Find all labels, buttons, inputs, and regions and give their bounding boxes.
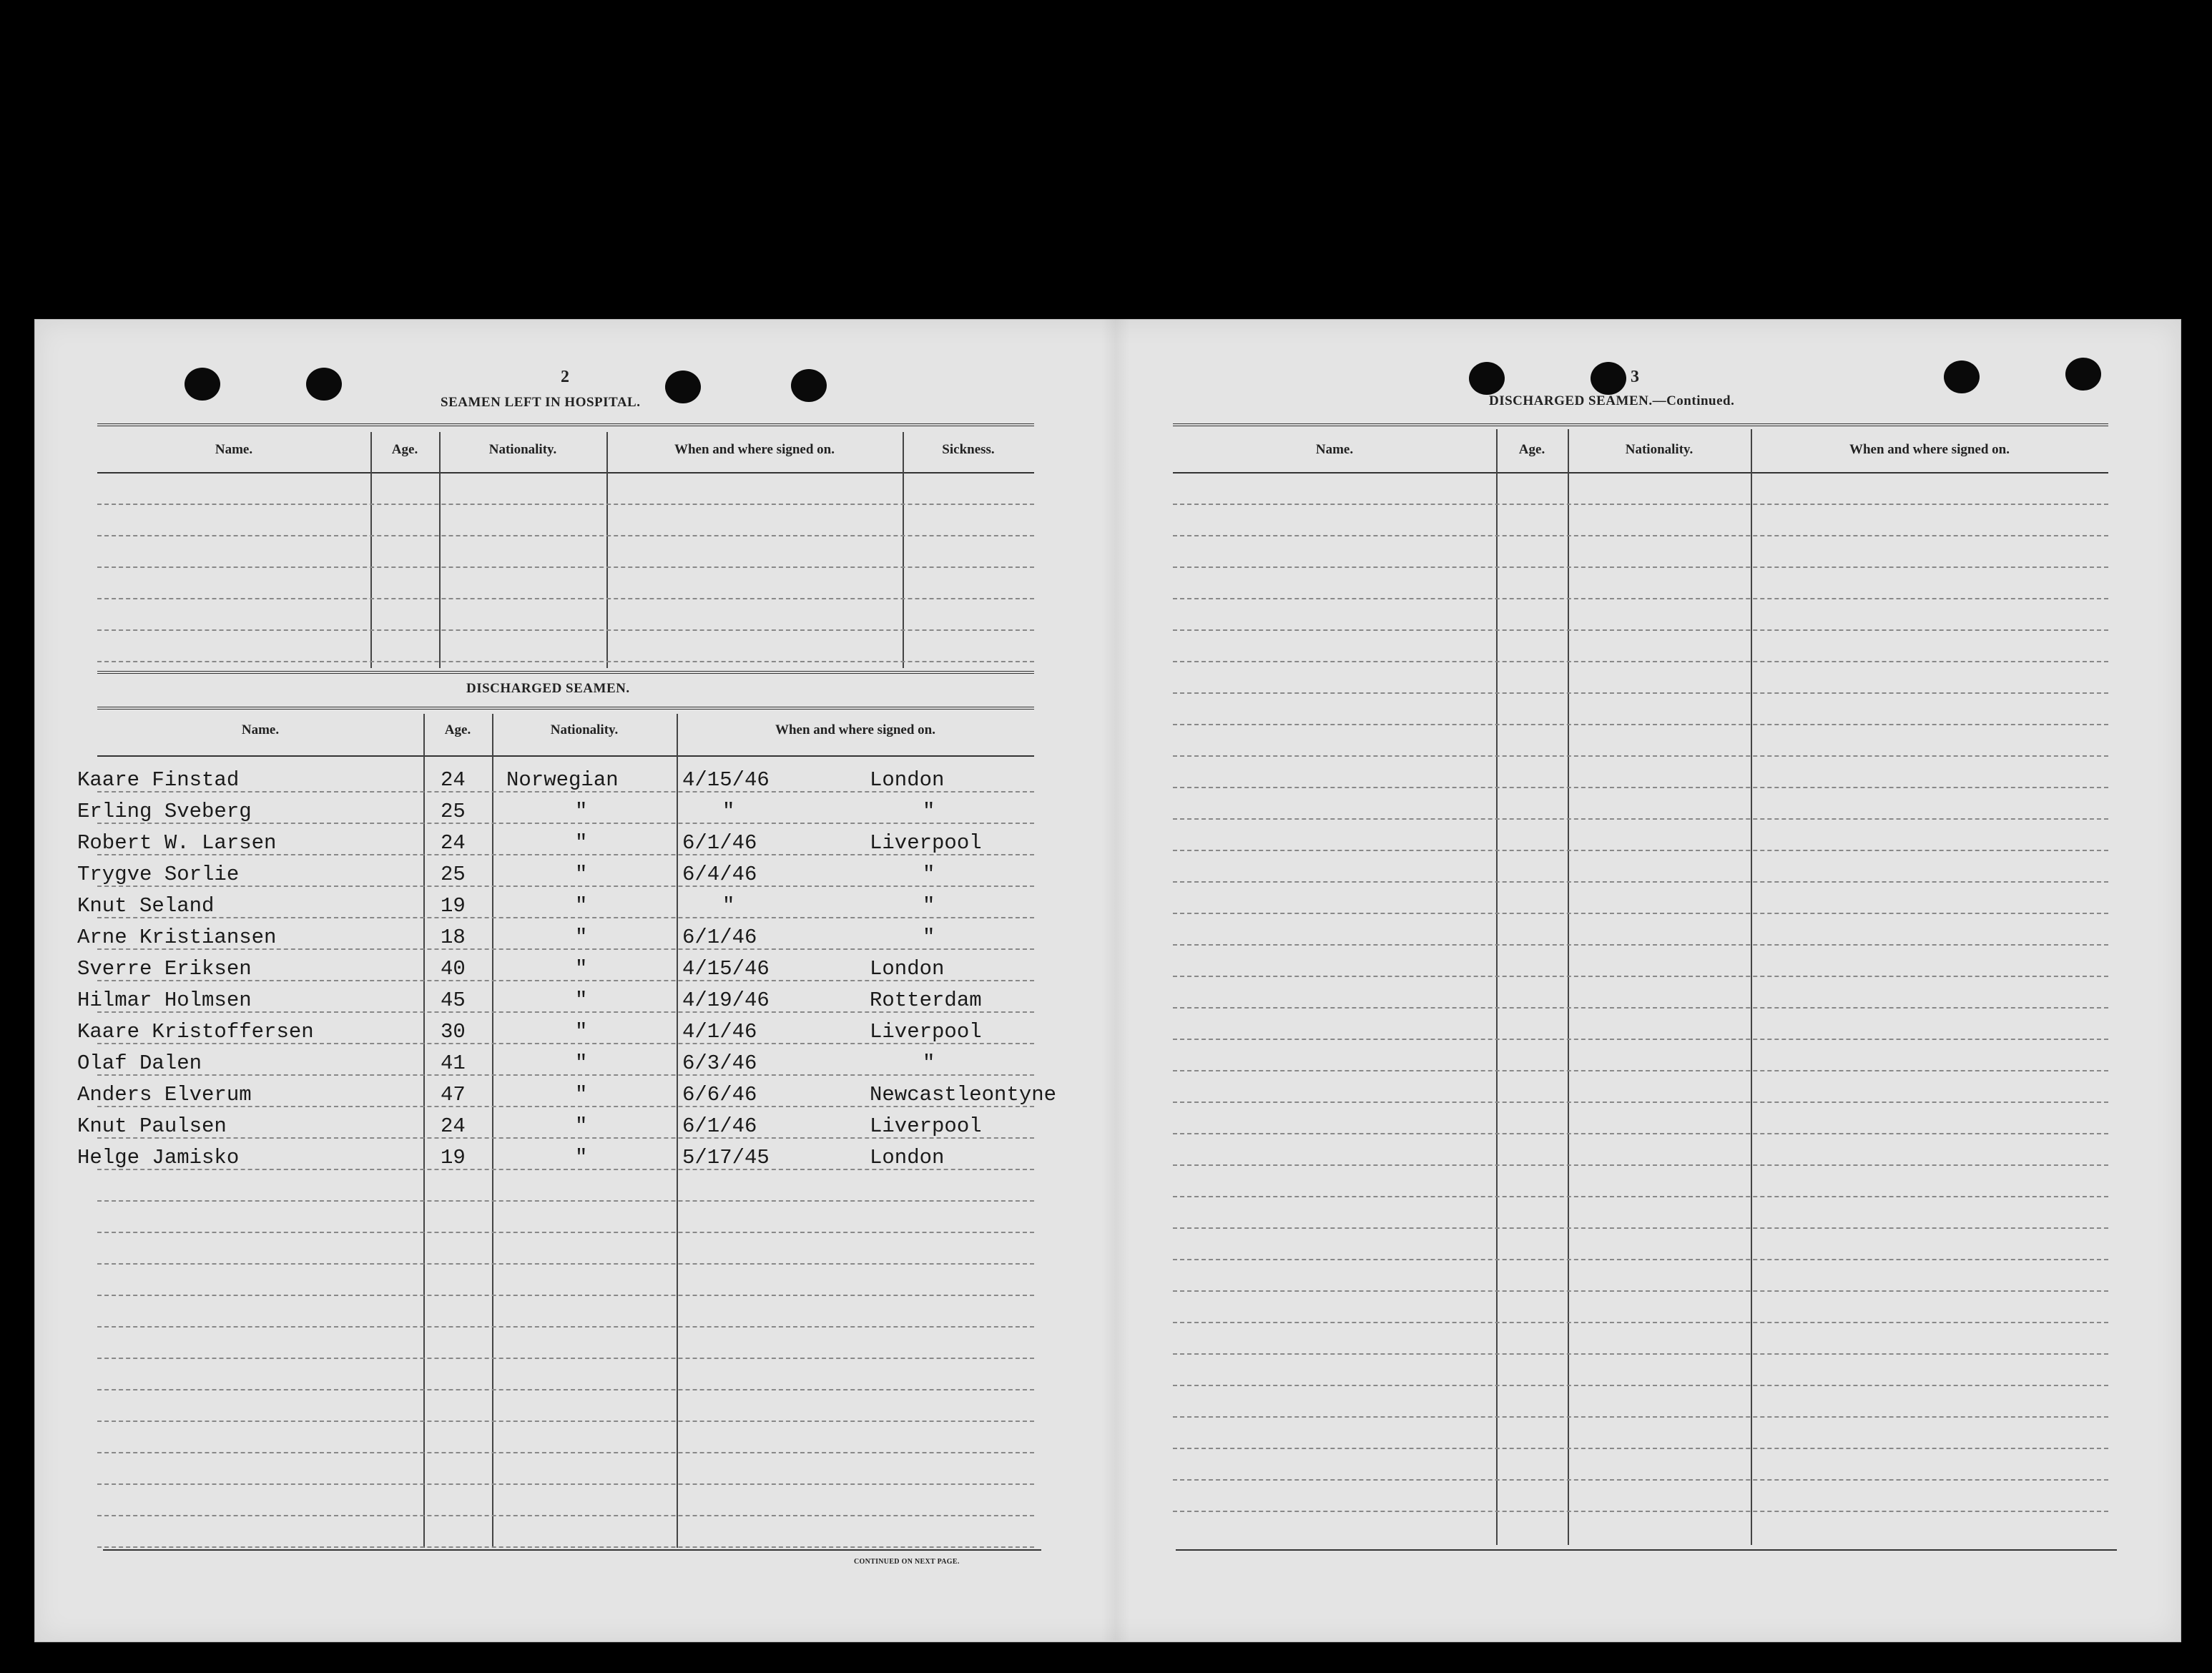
seaman-name: Anders Elverum xyxy=(77,1083,252,1107)
right-ruling-line xyxy=(1173,850,2108,851)
discharged-ruling-line xyxy=(97,1358,1034,1359)
hospital-column-divider xyxy=(606,432,608,668)
right-ruling-line xyxy=(1173,818,2108,820)
seaman-nationality: " xyxy=(575,831,588,855)
seaman-date: 6/3/46 xyxy=(682,1051,757,1075)
right-ruling-line xyxy=(1173,1353,2108,1355)
right-ruling-line xyxy=(1173,944,2108,946)
seaman-age: 24 xyxy=(441,831,466,855)
right-ruling-line xyxy=(1173,1259,2108,1260)
right-ruling-line xyxy=(1173,787,2108,788)
seaman-nationality: " xyxy=(575,1051,588,1075)
right-ruling-line xyxy=(1173,913,2108,914)
discharged-ruling-line xyxy=(97,1452,1034,1453)
right-bottom-rule xyxy=(1176,1549,2117,1551)
right-column-divider xyxy=(1751,429,1752,1545)
seaman-place: Liverpool xyxy=(870,831,982,855)
seaman-nationality: " xyxy=(575,800,588,823)
right-ruling-line xyxy=(1173,1511,2108,1512)
right-ruling-line xyxy=(1173,755,2108,757)
seaman-place: " xyxy=(923,800,935,823)
punch-hole xyxy=(791,369,827,402)
seaman-place: Newcastleontyne xyxy=(870,1083,1057,1107)
punch-hole xyxy=(665,371,701,403)
seaman-place: " xyxy=(923,863,935,886)
seaman-age: 18 xyxy=(441,926,466,949)
seaman-date: 6/4/46 xyxy=(682,863,757,886)
seaman-name: Kaare Finstad xyxy=(77,768,240,792)
seaman-date: 6/6/46 xyxy=(682,1083,757,1107)
seaman-nationality: " xyxy=(575,926,588,949)
seaman-nationality: " xyxy=(575,1114,588,1138)
seaman-age: 40 xyxy=(441,957,466,981)
hospital-column-divider xyxy=(439,432,441,668)
right-ruling-line xyxy=(1173,724,2108,725)
right-column-divider xyxy=(1568,429,1569,1545)
seaman-place: Rotterdam xyxy=(870,988,982,1012)
right-ruling-line xyxy=(1173,504,2108,505)
punch-hole xyxy=(2065,358,2101,391)
right-ruling-line xyxy=(1173,566,2108,568)
hospital-ruling-line xyxy=(97,598,1034,599)
right-ruling-line xyxy=(1173,1322,2108,1323)
discharged-ruling-line xyxy=(97,1421,1034,1422)
right-header-age: Age. xyxy=(1518,442,1545,457)
seaman-date: " xyxy=(722,894,735,918)
seaman-age: 45 xyxy=(441,988,466,1012)
right-ruling-line xyxy=(1173,1196,2108,1197)
seaman-age: 24 xyxy=(441,1114,466,1138)
seaman-name: Erling Sveberg xyxy=(77,800,252,823)
hospital-header-name: Name. xyxy=(215,442,253,457)
seaman-place: Liverpool xyxy=(870,1020,982,1044)
discharged-column-divider xyxy=(492,714,493,1548)
seaman-name: Robert W. Larsen xyxy=(77,831,277,855)
discharged-ruling-line xyxy=(97,1232,1034,1233)
seaman-name: Kaare Kristoffersen xyxy=(77,1020,314,1044)
seaman-place: London xyxy=(870,1146,945,1169)
seaman-name: Trygve Sorlie xyxy=(77,863,240,886)
discharged-ruling-line xyxy=(97,1483,1034,1485)
right-ruling-line xyxy=(1173,1164,2108,1166)
hospital-header-sickness: Sickness. xyxy=(942,442,995,457)
right-ruling-line xyxy=(1173,1385,2108,1386)
seaman-nationality: " xyxy=(575,1083,588,1107)
right-ruling-line xyxy=(1173,692,2108,694)
discharged-ruling-line xyxy=(97,917,1034,918)
seaman-date: 4/19/46 xyxy=(682,988,770,1012)
seaman-place: " xyxy=(923,926,935,949)
hospital-ruling-line xyxy=(97,629,1034,631)
discharged-ruling-line xyxy=(97,1515,1034,1516)
discharged-header-top-rule xyxy=(97,707,1034,710)
seaman-name: Knut Paulsen xyxy=(77,1114,227,1138)
seaman-date: 6/1/46 xyxy=(682,926,757,949)
seaman-place: London xyxy=(870,768,945,792)
discharged-ruling-line xyxy=(97,1326,1034,1328)
right-ruling-line xyxy=(1173,629,2108,631)
seaman-place: " xyxy=(923,894,935,918)
seaman-name: Sverre Eriksen xyxy=(77,957,252,981)
right-header-rule xyxy=(1173,472,2108,474)
right-ruling-line xyxy=(1173,1007,2108,1009)
punch-hole xyxy=(306,368,342,401)
seaman-age: 41 xyxy=(441,1051,466,1075)
seaman-place: " xyxy=(923,1051,935,1075)
seaman-date: 6/1/46 xyxy=(682,831,757,855)
hospital-ruling-line xyxy=(97,661,1034,662)
hospital-column-divider xyxy=(903,432,904,668)
seaman-nationality: " xyxy=(575,1020,588,1044)
right-ruling-line xyxy=(1173,1290,2108,1292)
seaman-date: 6/1/46 xyxy=(682,1114,757,1138)
discharged-section-title: DISCHARGED SEAMEN. xyxy=(466,681,630,696)
seaman-nationality: " xyxy=(575,863,588,886)
hospital-column-divider xyxy=(370,432,372,668)
hospital-top-rule xyxy=(97,423,1034,426)
right-ruling-line xyxy=(1173,1479,2108,1481)
right-ruling-line xyxy=(1173,976,2108,977)
hospital-ruling-line xyxy=(97,504,1034,505)
seaman-age: 25 xyxy=(441,863,466,886)
discharged-column-divider xyxy=(423,714,425,1548)
right-ruling-line xyxy=(1173,535,2108,536)
page-number-left: 2 xyxy=(561,368,569,386)
discharged-ruling-line xyxy=(97,1074,1034,1076)
seaman-name: Olaf Dalen xyxy=(77,1051,202,1075)
right-ruling-line xyxy=(1173,1227,2108,1229)
right-header-signed-on: When and where signed on. xyxy=(1849,442,2010,457)
seaman-name: Hilmar Holmsen xyxy=(77,988,252,1012)
page-number-right: 3 xyxy=(1631,368,1639,386)
seaman-nationality: " xyxy=(575,894,588,918)
punch-hole xyxy=(185,368,220,401)
right-ruling-line xyxy=(1173,1070,2108,1071)
seaman-nationality: " xyxy=(575,957,588,981)
seaman-name: Arne Kristiansen xyxy=(77,926,277,949)
discharged-column-divider xyxy=(677,714,678,1548)
seaman-age: 24 xyxy=(441,768,466,792)
discharged-header-name: Name. xyxy=(241,722,280,737)
seaman-nationality: Norwegian xyxy=(506,768,619,792)
discharged-header-age: Age. xyxy=(444,722,471,737)
seaman-date: 4/15/46 xyxy=(682,957,770,981)
discharged-top-rule xyxy=(97,671,1034,674)
hospital-header-signed-on: When and where signed on. xyxy=(674,442,835,457)
seaman-date: 5/17/45 xyxy=(682,1146,770,1169)
discharged-header-nationality: Nationality. xyxy=(550,722,619,737)
discharged-header-rule xyxy=(97,755,1034,757)
right-top-rule xyxy=(1173,423,2108,426)
left-bottom-rule xyxy=(103,1549,1041,1551)
punch-hole xyxy=(1591,362,1626,395)
seaman-nationality: " xyxy=(575,988,588,1012)
hospital-header-nationality: Nationality. xyxy=(488,442,557,457)
discharged-ruling-line xyxy=(97,1263,1034,1265)
right-ruling-line xyxy=(1173,661,2108,662)
right-ruling-line xyxy=(1173,1416,2108,1418)
right-header-name: Name. xyxy=(1315,442,1354,457)
seaman-age: 30 xyxy=(441,1020,466,1044)
right-section-title: DISCHARGED SEAMEN.—Continued. xyxy=(1489,393,1735,408)
discharged-ruling-line xyxy=(97,1200,1034,1202)
continued-footer: CONTINUED ON NEXT PAGE. xyxy=(854,1558,960,1566)
seaman-date: 4/15/46 xyxy=(682,768,770,792)
hospital-section-title: SEAMEN LEFT IN HOSPITAL. xyxy=(441,395,641,410)
right-header-nationality: Nationality. xyxy=(1625,442,1694,457)
right-ruling-line xyxy=(1173,598,2108,599)
seaman-age: 47 xyxy=(441,1083,466,1107)
right-ruling-line xyxy=(1173,1039,2108,1040)
hospital-ruling-line xyxy=(97,566,1034,568)
seaman-date: " xyxy=(722,800,735,823)
seaman-age: 25 xyxy=(441,800,466,823)
discharged-ruling-line xyxy=(97,1389,1034,1390)
seaman-place: Liverpool xyxy=(870,1114,982,1138)
discharged-ruling-line xyxy=(97,1546,1034,1548)
page-fold xyxy=(1101,319,1130,1641)
seaman-nationality: " xyxy=(575,1146,588,1169)
hospital-header-rule xyxy=(97,472,1034,474)
hospital-ruling-line xyxy=(97,535,1034,536)
seaman-date: 4/1/46 xyxy=(682,1020,757,1044)
hospital-header-age: Age. xyxy=(391,442,418,457)
punch-hole xyxy=(1469,362,1505,395)
right-ruling-line xyxy=(1173,1448,2108,1449)
seaman-age: 19 xyxy=(441,1146,466,1169)
seaman-age: 19 xyxy=(441,894,466,918)
right-ruling-line xyxy=(1173,1133,2108,1134)
punch-hole xyxy=(1944,360,1980,393)
seaman-name: Helge Jamisko xyxy=(77,1146,240,1169)
seaman-name: Knut Seland xyxy=(77,894,215,918)
discharged-header-signed-on: When and where signed on. xyxy=(775,722,935,737)
seaman-place: London xyxy=(870,957,945,981)
discharged-ruling-line xyxy=(97,1295,1034,1296)
right-ruling-line xyxy=(1173,881,2108,883)
right-ruling-line xyxy=(1173,1102,2108,1103)
right-column-divider xyxy=(1496,429,1498,1545)
